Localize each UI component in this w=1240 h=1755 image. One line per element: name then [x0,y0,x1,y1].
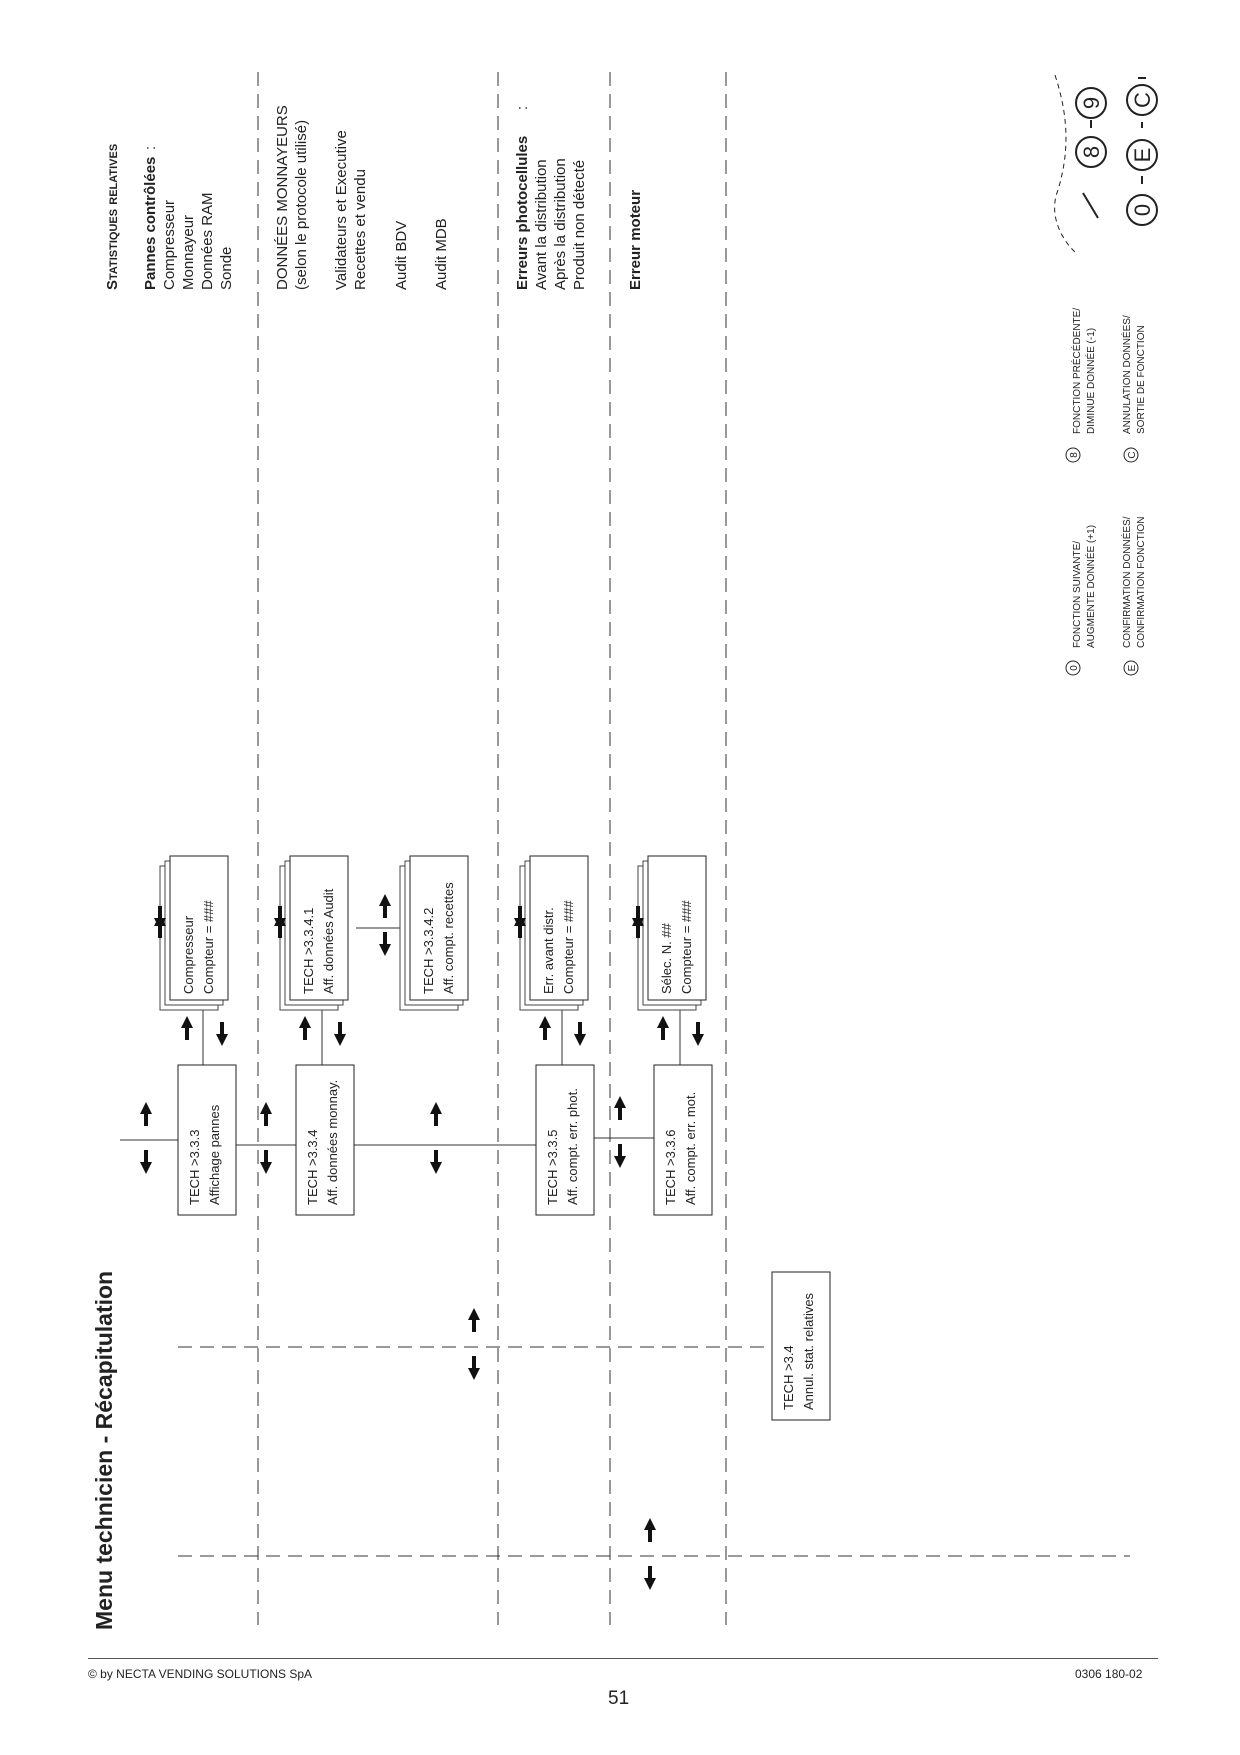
box-text: Sélec. N. ## [659,923,674,994]
box-text: Compteur = ### [561,900,576,994]
key-c-symbol [1124,448,1138,462]
key-label: 0 [1069,665,1080,671]
notes-photocellules [514,106,588,290]
page-title: Menu technicien - Récapitulation [91,1270,117,1630]
box-text: Annul. stat. relatives [801,1292,816,1410]
key-label: 9 [1079,96,1104,110]
box-compresseur [160,856,228,1010]
key-label: 8 [1069,452,1080,458]
box-text: Aff. compt. err. phot. [565,1088,580,1205]
box-text: Compresseur [181,915,196,994]
pannes-item: Données RAM [199,192,216,290]
photo-item: Après la distribution [552,158,569,290]
key-8-symbol [1066,448,1080,462]
audit-mdb: Audit MDB [433,218,450,290]
key-label: 8 [1079,145,1104,159]
monnayeurs-sub: (selon le protocole utilisé) [293,119,310,290]
box-text: Err. avant distr. [541,907,556,994]
box-text: Compteur = ### [679,900,694,994]
notes-moteur [627,190,644,290]
box-text: Aff. compt. err. mot. [683,1091,698,1205]
photo-item: Avant la distribution [533,159,550,290]
key-label: C [1130,92,1155,108]
legend-text: AUGMENTE DONNÉE (+1) [1086,524,1097,648]
box-tech-3-3-4-2 [400,856,468,1010]
document-code: 0306 180-02 [1075,1667,1143,1681]
box-tech-3-3-5 [536,1065,594,1215]
box-tech-3-3-6 [654,1065,712,1215]
box-text: Aff. données Audit [321,888,336,994]
photo-item: Produit non détecté [571,159,588,290]
audit-bdv: Audit BDV [393,220,410,290]
box-text: Aff. données monnay. [325,1079,340,1205]
box-text: Compteur = ### [201,900,216,994]
box-text: TECH >3.3.4 [305,1129,320,1205]
box-err-avant-distr [520,856,588,1010]
box-tech-3-3-4 [296,1065,354,1215]
keypad-outline [1055,75,1075,252]
footer-rule [88,1658,1158,1659]
box-text: TECH >3.3.4.1 [301,907,316,994]
box-text: TECH >3.4 [781,1345,796,1410]
stats-title: Statistiques relatives [104,143,121,290]
box-text: TECH >3.3.6 [663,1129,678,1205]
legend-text: CONFIRMATION DONNÉES/ [1122,516,1133,648]
monnayeurs-title: DONNÉES MONNAYEURS [274,105,291,290]
key-8-button [1076,137,1106,167]
box-tech-3-3-4-1 [280,856,348,1010]
legend-text: ANNULATION DONNÉES/ [1122,315,1133,434]
slash-icon [1083,193,1098,218]
box-tech-3-3-3 [178,1065,236,1215]
legend-text: FONCTION SUIVANTE/ [1072,540,1083,648]
keypad-illustration [1055,75,1157,252]
column-separators [258,72,726,1625]
key-label: 0 [1130,203,1155,217]
key-0-symbol [1066,661,1080,675]
box-text: Aff. compt. recettes [441,882,456,994]
key-e-button [1127,140,1157,170]
box-text: TECH >3.3.5 [545,1129,560,1205]
legend-text: CONFIRMATION FONCTION [1136,516,1147,648]
box-text: TECH >3.3.4.2 [421,907,436,994]
pannes-item: Compresseur [161,199,178,290]
pannes-colon: : [142,145,159,150]
validateurs-line: Validateurs et Executive [333,130,350,290]
page-number: 51 [608,1688,630,1709]
legend-text: SORTIE DE FONCTION [1136,325,1147,434]
box-text: TECH >3.3.3 [187,1129,202,1205]
box-selec-n [638,856,706,1010]
legend-text: DIMINUE DONNÉE (-1) [1086,327,1097,434]
photo-colon: : [514,105,531,110]
moteur-title: Erreur moteur [627,189,644,290]
validateurs-line: Recettes et vendu [352,169,369,290]
key-label: E [1130,147,1155,163]
footer-copyright: © by NECTA VENDING SOLUTIONS SpA [88,1667,313,1681]
box-tech-3-4 [772,1272,830,1420]
pannes-title: Pannes contrôlées [142,156,159,290]
pannes-item: Monnayeur [180,214,197,290]
key-e-symbol [1124,661,1138,675]
key-label: E [1127,664,1138,672]
box-text: Affichage pannes [207,1104,222,1205]
key-legend [1066,308,1147,675]
pannes-item: Sonde [218,246,235,290]
key-c-button [1127,85,1157,115]
key-9-button [1076,88,1106,118]
notes-monnayeurs [274,105,450,290]
photo-title: Erreurs photocellules [514,135,531,290]
legend-text: FONCTION PRÉCÉDENTE/ [1072,307,1083,434]
key-0-button [1127,195,1157,225]
notes-statistiques [104,144,235,290]
key-label: C [1127,451,1138,459]
